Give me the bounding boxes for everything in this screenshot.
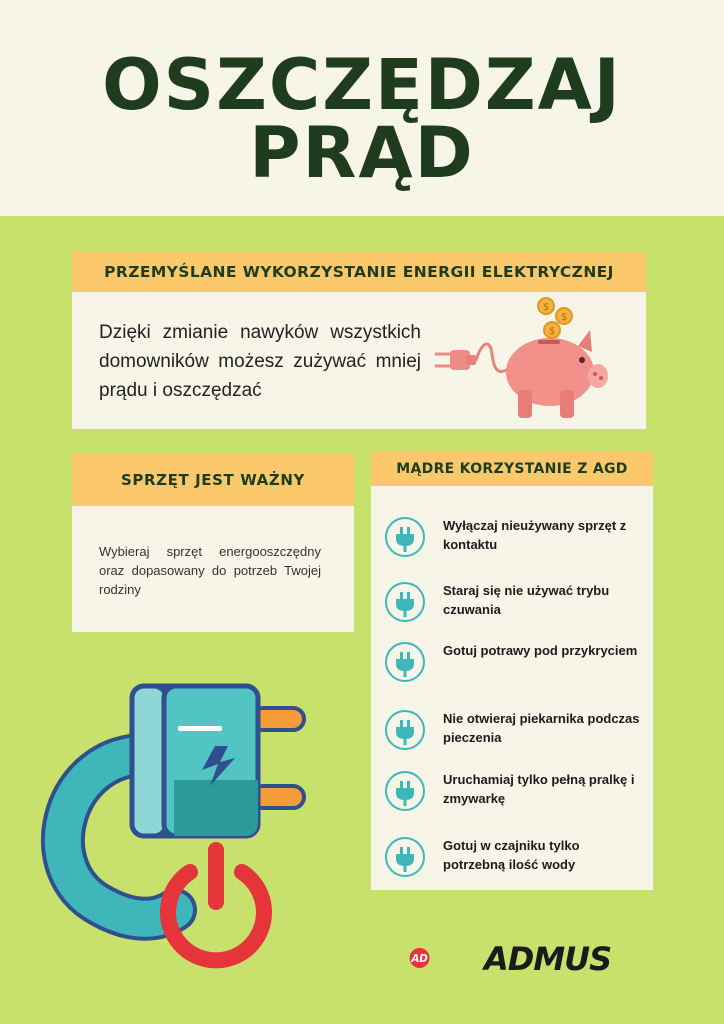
equipment-text: Wybieraj sprzęt energooszczędny oraz dopasowany do potrzeb Twojej rodziny: [99, 544, 321, 597]
tip-item: [383, 638, 649, 688]
tip-text: Nie otwieraj piekarnika podczas pieczenia: [443, 711, 640, 745]
plug-circle-icon: [383, 515, 427, 559]
admus-logo-text: ADMUS: [484, 940, 612, 978]
energy-usage-heading-band: [72, 252, 646, 292]
page-title-line2: PRĄD: [249, 112, 475, 194]
piggy-bank-icon: [432, 294, 612, 426]
tip-text: Uruchamiaj tylko pełną pralkę i zmywarkę: [443, 772, 635, 806]
svg-text:$: $: [561, 312, 568, 323]
svg-text:$: $: [549, 326, 556, 337]
energy-usage-heading: PRZEMYŚLANE WYKORZYSTANIE ENERGII ELEKTRYCZNEJ: [104, 263, 614, 281]
energy-usage-text: Dzięki zmianie nawyków wszystkich domowników możesz zużywać mniej prądu i oszczędzać: [99, 322, 421, 401]
plug-circle-icon: [383, 835, 427, 879]
plug-circle-icon: [383, 769, 427, 813]
svg-text:AD: AD: [411, 952, 428, 965]
tip-text: Gotuj w czajniku tylko potrzebną ilość wody: [443, 838, 580, 872]
tip-item: [383, 706, 649, 756]
appliance-tips-heading: MĄDRE KORZYSTANIE Z AGD: [396, 461, 628, 477]
plug-circle-icon: [383, 708, 427, 752]
tip-item: [383, 578, 649, 628]
plug-icon: [40, 680, 320, 980]
tip-text: Staraj się nie używać trybu czuwania: [443, 583, 610, 617]
appliance-tips-heading-band: [371, 452, 653, 486]
svg-text:$: $: [543, 302, 550, 313]
admus-logo-icon: [408, 925, 484, 991]
plug-circle-icon: [383, 640, 427, 684]
tip-item: [383, 767, 649, 817]
equipment-heading-band: [72, 454, 354, 506]
plug-circle-icon: [383, 580, 427, 624]
tip-text: Gotuj potrawy pod przykryciem: [443, 643, 638, 658]
tip-item: [383, 513, 649, 563]
page-title-line1: OSZCZĘDZAJ: [102, 44, 622, 126]
tip-text: Wyłączaj nieużywany sprzęt z kontaktu: [443, 518, 627, 552]
tip-item: [383, 833, 649, 883]
equipment-heading: SPRZĘT JEST WAŻNY: [121, 471, 305, 489]
